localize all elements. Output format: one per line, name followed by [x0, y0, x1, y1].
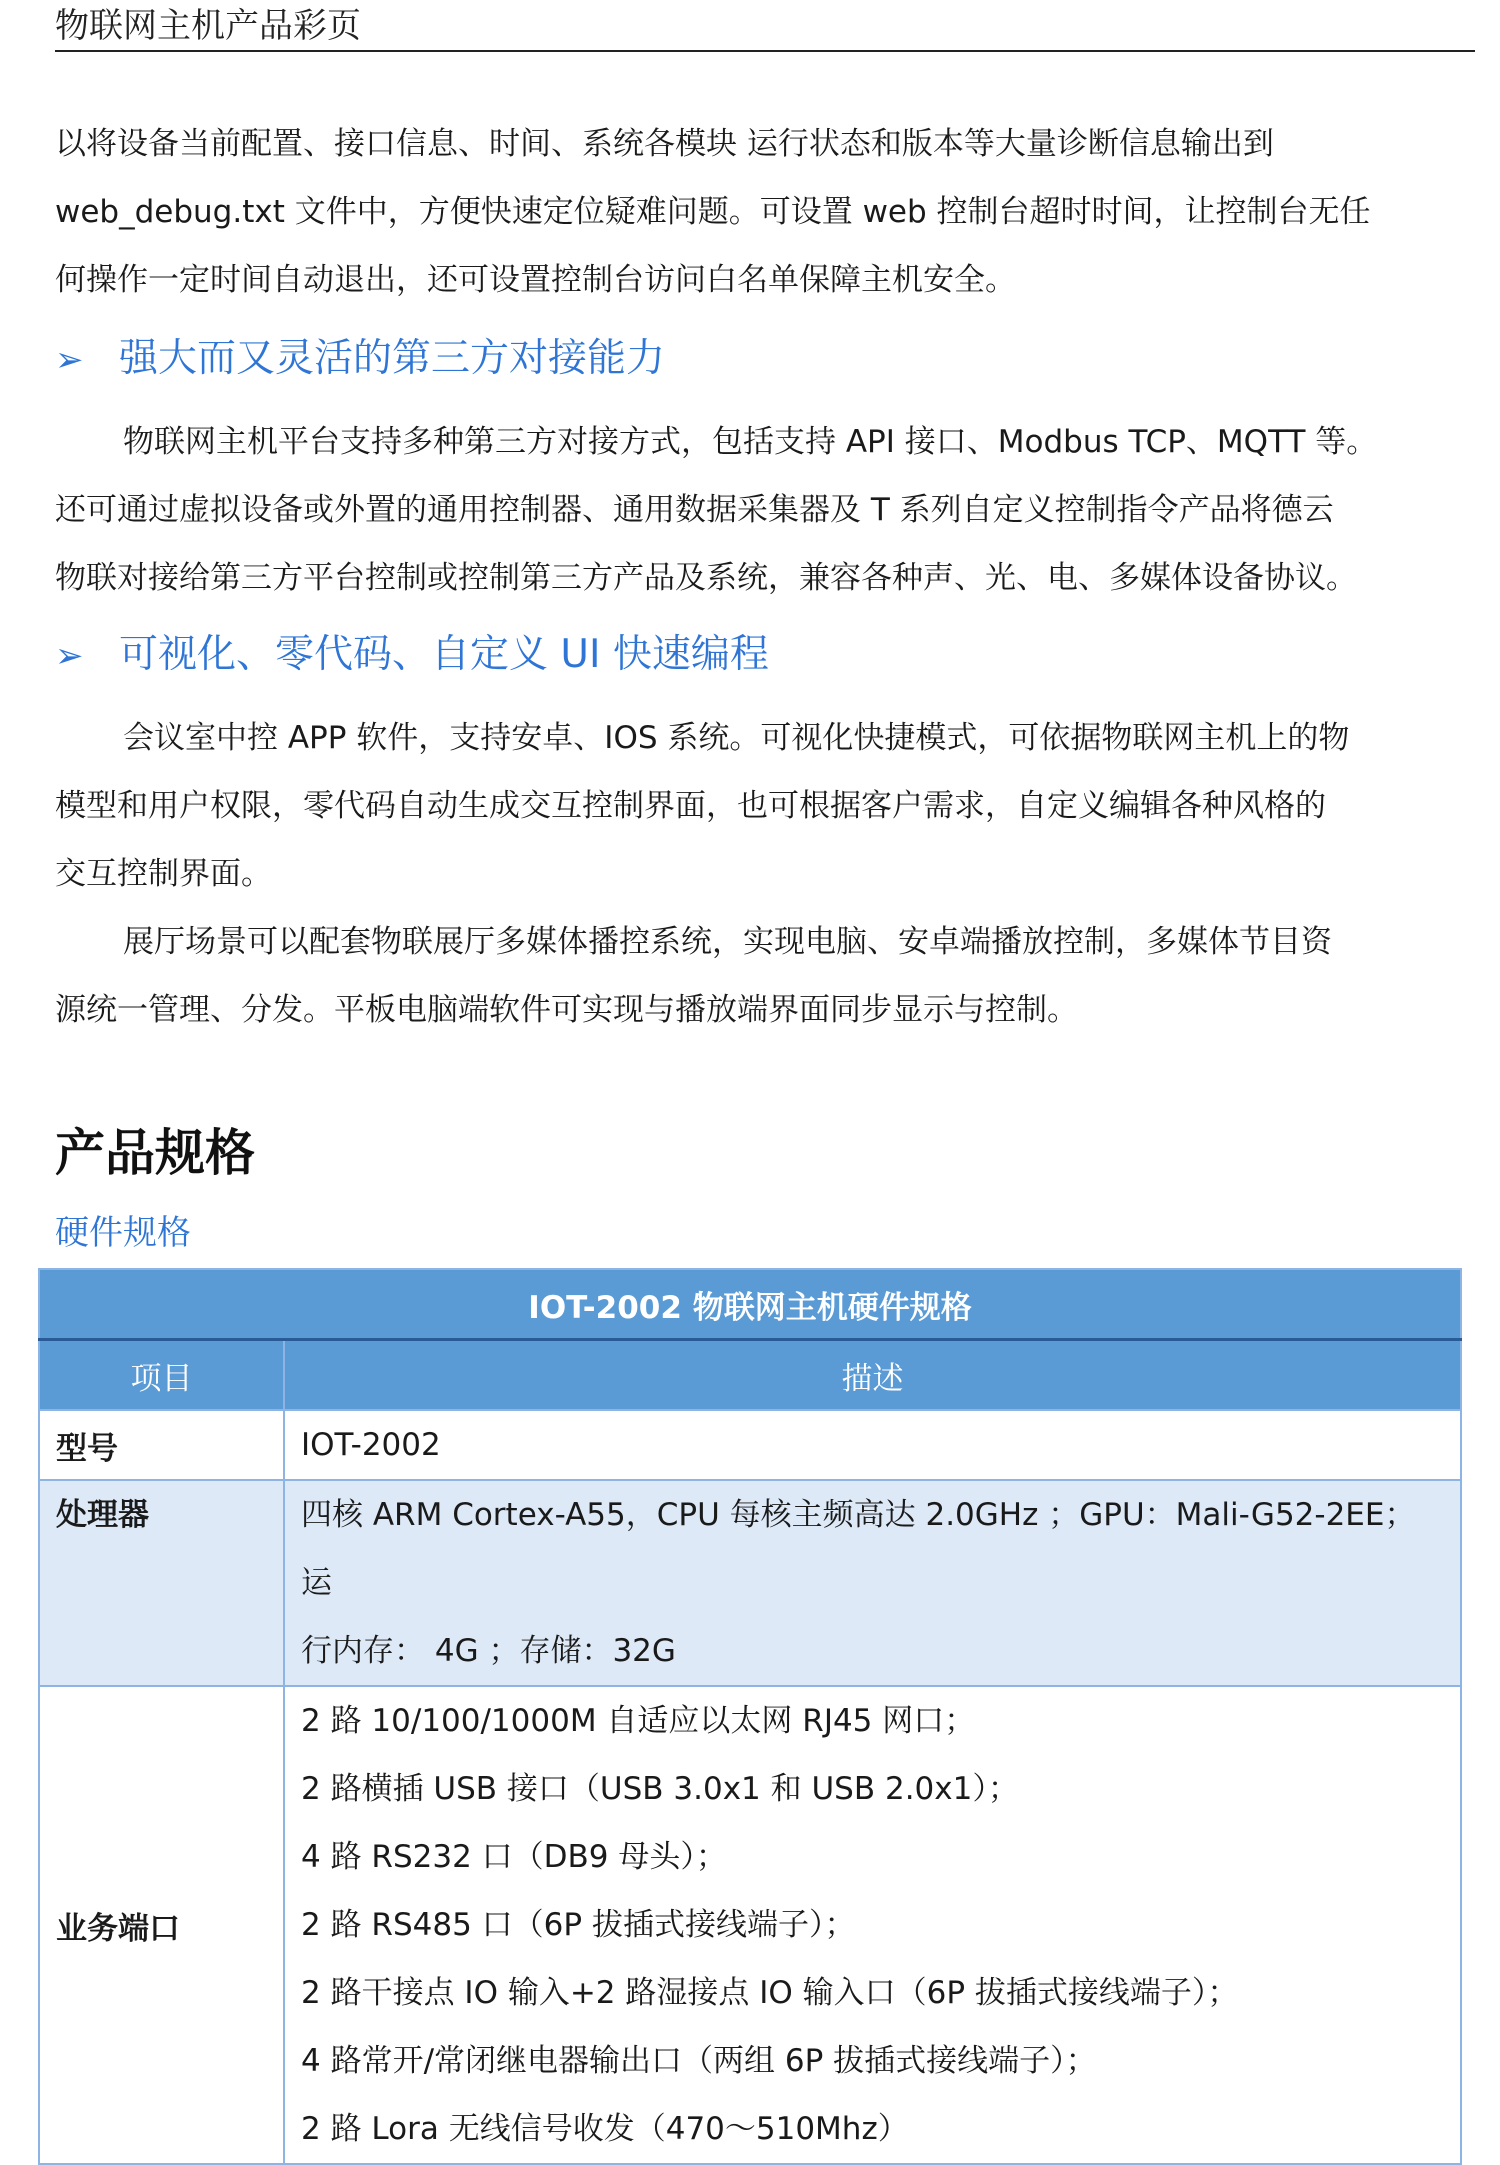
table-row	[39, 1410, 1461, 1480]
row-desc	[284, 1686, 1461, 2164]
section-heading-text: 强大而又灵活的第三方对接能力	[119, 336, 666, 381]
section-heading-text: 可视化、零代码、自定义 UI 快速编程	[119, 632, 769, 677]
row-label: 型号	[39, 1410, 284, 1480]
intro-line: 以将设备当前配置、接口信息、时间、系统各模块 运行状态和版本等大量诊断信息输出到	[55, 126, 1274, 162]
paragraph-line: 展厅场景可以配套物联展厅多媒体播控系统，实现电脑、安卓端播放控制，多媒体节目资	[123, 924, 1332, 960]
spec-sub-title: 硬件规格	[55, 1213, 191, 1253]
intro-line: web_debug.txt 文件中，方便快速定位疑难问题。可设置 web 控制台超时时间，让控制台无任	[55, 194, 1371, 230]
page-header: 物联网主机产品彩页	[55, 6, 1475, 52]
paragraph-line: 交互控制界面。	[55, 856, 272, 892]
row-desc	[284, 1410, 1461, 1480]
table-row	[39, 1686, 1461, 2164]
table-caption: IOT-2002 物联网主机硬件规格	[39, 1269, 1461, 1340]
table-row	[39, 1480, 1461, 1686]
arrow-bullet-icon: ➢	[55, 340, 84, 380]
desc-line: 2 路干接点 IO 输入+2 路湿接点 IO 输入口（6P 拔插式接线端子）；	[301, 1975, 1239, 2011]
spec-section-title: 产品规格	[55, 1124, 255, 1182]
desc-line: 4 路常开/常闭继电器输出口（两组 6P 拔插式接线端子）；	[301, 2043, 1097, 2079]
hardware-spec-table	[38, 1268, 1462, 2165]
row-label	[39, 1480, 284, 1686]
paragraph-line: 物联网主机平台支持多种第三方对接方式，包括支持 API 接口、Modbus TCP、MQTT 等。	[123, 424, 1378, 460]
desc-line: 4 路 RS232 口（DB9 母头）；	[301, 1839, 727, 1875]
column-header-desc: 描述	[284, 1340, 1461, 1411]
paragraph-line: 物联对接给第三方平台控制或控制第三方产品及系统，兼容各种声、光、电、多媒体设备协议。	[55, 560, 1357, 596]
paragraph-line: 源统一管理、分发。平板电脑端软件可实现与播放端界面同步显示与控制。	[55, 992, 1078, 1028]
intro-line: 何操作一定时间自动退出，还可设置控制台访问白名单保障主机安全。	[55, 262, 1016, 298]
desc-line: 2 路横插 USB 接口（USB 3.0x1 和 USB 2.0x1）；	[301, 1771, 1019, 1807]
desc-line: 2 路 Lora 无线信号收发（470～510Mhz）	[301, 2111, 909, 2147]
arrow-bullet-icon: ➢	[55, 636, 84, 676]
row-label-text: 处理器	[56, 1497, 149, 1533]
section-heading	[55, 621, 1475, 689]
section-heading	[55, 325, 1475, 393]
row-desc	[284, 1480, 1461, 1686]
desc-line: IOT-2002	[301, 1427, 441, 1463]
desc-line: 2 路 10/100/1000M 自适应以太网 RJ45 网口；	[301, 1703, 976, 1739]
paragraph-line: 模型和用户权限，零代码自动生成交互控制界面，也可根据客户需求，自定义编辑各种风格的	[55, 788, 1326, 824]
desc-line: 2 路 RS485 口（6P 拔插式接线端子）；	[301, 1907, 856, 1943]
desc-line: 四核 ARM Cortex-A55，CPU 每核主频高达 2.0GHz ；GPU：Mali-G52-2EE；运	[301, 1497, 1416, 1601]
paragraph-line: 会议室中控 APP 软件，支持安卓、IOS 系统。可视化快捷模式，可依据物联网主机上的物	[123, 720, 1350, 756]
desc-line: 行内存： 4G ；存储：32G	[301, 1633, 676, 1669]
paragraph-line: 还可通过虚拟设备或外置的通用控制器、通用数据采集器及 T 系列自定义控制指令产品将德云	[55, 492, 1334, 528]
column-header-item: 项目	[39, 1340, 284, 1411]
row-label: 业务端口	[39, 1686, 284, 2164]
